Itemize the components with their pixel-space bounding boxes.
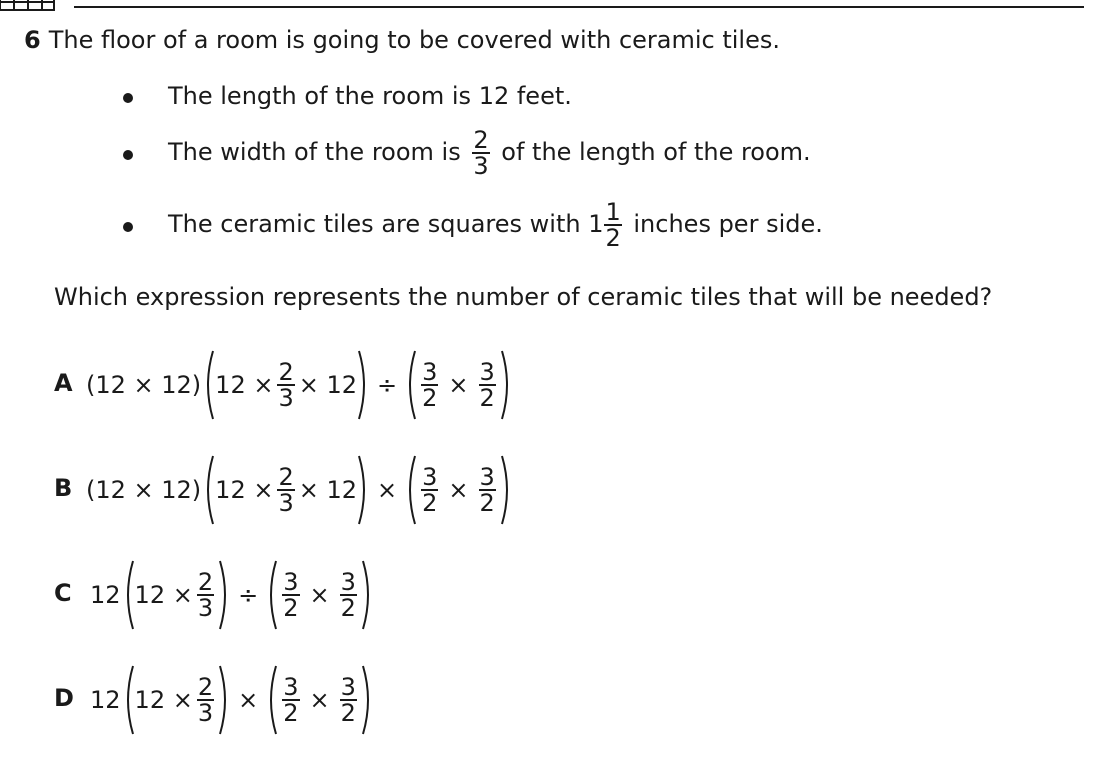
left-paren [403, 454, 417, 526]
fraction [604, 200, 621, 250]
fraction [277, 465, 294, 515]
left-paren [403, 349, 417, 421]
right-paren [357, 454, 371, 526]
bullet-text: The length of the room is 12 feet. [168, 82, 572, 110]
option-expression [90, 660, 375, 740]
question-text: The floor of a room is going to be covered with ceramic tiles. [48, 26, 780, 54]
numerator: 2 [278, 463, 294, 491]
option-letter: B [54, 474, 73, 502]
expr-term: 12 [90, 581, 121, 609]
fraction [277, 360, 294, 410]
numerator: 3 [422, 463, 438, 491]
fraction [340, 570, 357, 620]
bullet-text: The ceramic tiles are squares with 1 [168, 210, 604, 238]
denominator: 2 [283, 699, 299, 727]
numerator: 2 [197, 673, 214, 701]
option-letter: D [54, 684, 74, 712]
expr-term: (12 × 12) [86, 371, 202, 399]
header-bar [0, 0, 1112, 20]
denominator: 3 [197, 594, 214, 622]
option-expression [86, 345, 514, 425]
operator: × [309, 581, 330, 609]
expr-term: 12 × [215, 371, 274, 399]
expr-term: × 12 [298, 371, 358, 399]
bullet-length [123, 82, 572, 110]
denominator: 3 [278, 489, 294, 517]
fraction [472, 128, 489, 178]
operator: × [377, 476, 398, 504]
expr-term: 12 × [215, 476, 274, 504]
calculator-icon [0, 0, 56, 12]
bullet-text: The width of the room is [168, 138, 461, 166]
question-stem [24, 26, 780, 54]
numerator: 3 [340, 673, 356, 701]
left-paren [121, 664, 135, 736]
bullet-width [123, 128, 811, 178]
option-letter: A [54, 369, 73, 397]
operator: × [448, 371, 469, 399]
option-expression [86, 450, 514, 530]
fraction [282, 570, 299, 620]
numerator: 3 [340, 568, 356, 596]
bullet-text: of the length of the room. [501, 138, 811, 166]
fraction [479, 360, 496, 410]
bullet-dot [123, 150, 133, 160]
denominator: 3 [278, 384, 294, 412]
right-paren [361, 664, 375, 736]
left-paren [201, 454, 215, 526]
denominator: 2 [340, 594, 356, 622]
operator: ÷ [238, 581, 259, 609]
bullet-text: inches per side. [633, 210, 823, 238]
fraction [421, 360, 438, 410]
fraction [197, 675, 214, 725]
right-paren [218, 559, 232, 631]
expr-term: 12 × [134, 686, 193, 714]
question-prompt: Which expression represents the number of ceramic tiles that will be needed? [54, 283, 993, 311]
operator: × [448, 476, 469, 504]
fraction [421, 465, 438, 515]
right-paren [361, 559, 375, 631]
numerator: 3 [283, 673, 299, 701]
numerator: 2 [278, 358, 294, 386]
denominator: 2 [422, 489, 438, 517]
right-paren [357, 349, 371, 421]
bullet-tiles [123, 200, 823, 250]
option-letter: C [54, 579, 72, 607]
denominator: 3 [473, 152, 489, 180]
expr-term: 12 × [134, 581, 193, 609]
numerator: 2 [473, 126, 489, 154]
right-paren [218, 664, 232, 736]
expr-term: 12 [90, 686, 121, 714]
bullet-dot [123, 222, 133, 232]
question-number: 6 [24, 26, 41, 54]
denominator: 2 [340, 699, 356, 727]
numerator: 3 [479, 463, 495, 491]
numerator: 3 [283, 568, 299, 596]
right-paren [500, 454, 514, 526]
expr-term: × 12 [298, 476, 358, 504]
numerator: 3 [422, 358, 438, 386]
expr-term: (12 × 12) [86, 476, 202, 504]
left-paren [264, 559, 278, 631]
header-rule [74, 6, 1084, 8]
denominator: 2 [605, 224, 621, 252]
left-paren [121, 559, 135, 631]
numerator: 3 [479, 358, 495, 386]
numerator: 2 [197, 568, 214, 596]
fraction [340, 675, 357, 725]
left-paren [264, 664, 278, 736]
fraction [197, 570, 214, 620]
operator: × [309, 686, 330, 714]
left-paren [201, 349, 215, 421]
option-expression [90, 555, 375, 635]
denominator: 2 [422, 384, 438, 412]
fraction [479, 465, 496, 515]
denominator: 2 [479, 489, 495, 517]
right-paren [500, 349, 514, 421]
denominator: 2 [283, 594, 299, 622]
denominator: 3 [197, 699, 214, 727]
bullet-dot [123, 93, 133, 103]
operator: ÷ [377, 371, 398, 399]
operator: × [238, 686, 259, 714]
fraction [282, 675, 299, 725]
numerator: 1 [605, 198, 621, 226]
denominator: 2 [479, 384, 495, 412]
